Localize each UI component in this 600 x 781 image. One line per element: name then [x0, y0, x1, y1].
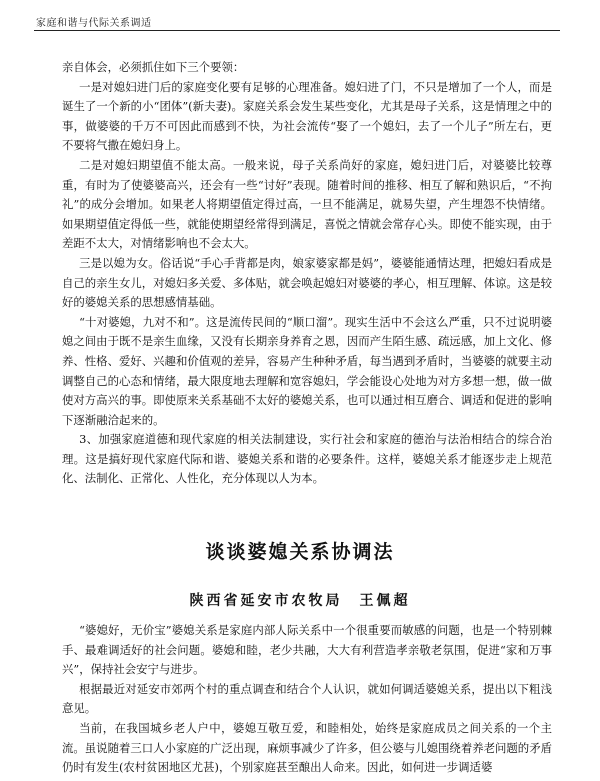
article-2-title: 谈谈婆媳关系协调法	[205, 541, 395, 563]
numbered-item-3: 3、加强家庭道德和现代家庭的相关法制建设，实行社会和家庭的德治与法治相结合的综合治理。这是搞好现代家庭代际和谐、婆媳关系和谐的必要条件。这样，婆媳关系才能逐步走上规范化、法制化、正常化、人性化，充分体现以人为本。	[62, 432, 552, 486]
article-1-body	[62, 58, 552, 489]
running-header: 家庭和谐与代际关系调适	[36, 18, 152, 29]
paragraph: 根据最近对延安市郊两个村的重点调查和结合个人认识，就如何调适婆媳关系，提出以下粗浅意见。	[62, 681, 552, 716]
article-2-byline: 陕西省延安市农牧局 王佩超	[189, 593, 411, 609]
paragraph: 二是对媳妇期望值不能太高。一般来说，母子关系尚好的家庭，媳妇进门后，对婆婆比较尊重，有时为了使婆婆高兴，还会有一些“讨好”表现。随着时间的推移、相互了解和熟识后，“不拘礼”的成分会增加。如果老人将期望值定得过高，一旦不能满足，就易失望，产生埋怨不快情绪。如果期望值定得低一些，就能使期望经常得到满足，喜悦之情就会常存心头。即使不能实现，由于差距不太大，对情绪影响也不会太大。	[62, 157, 552, 251]
paragraph: 一是对媳妇进门后的家庭变化要有足够的心理准备。媳妇进了门，不只是增加了一个人，而是诞生了一个新的小“团体”(新夫妻)。家庭关系会发生某些变化，尤其是母子关系，这是情理之中的事，做婆婆的千万不可因此而感到不快，为社会流传“娶了一个媳妇，去了一个儿子”所左右，更不要将气撒在媳妇身上。	[62, 79, 552, 153]
paragraph: 三是以媳为女。俗话说“手心手背都是肉，娘家婆家都是妈”，婆婆能通情达理，把媳妇看成是自己的亲生女儿，对媳妇多关爱、多体贴，就会唤起媳妇对婆婆的孝心，相互理解、体谅。这是较好的婆媳关系的思想感情基础。	[62, 255, 552, 310]
paragraph: 当前，在我国城乡老人户中，婆媳互敬互爱，和睦相处，始终是家庭成员之间关系的一个主流。虽说随着三口人小家庭的广泛出现，麻烦事减少了许多，但公婆与儿媳围绕着养老问题的矛盾仍时有发生(农村贫困地区尤甚)，个别家庭甚至酿出人命来。因此，如何进一步调适婆	[62, 720, 552, 775]
header-rule	[34, 30, 560, 31]
article-2-body	[62, 621, 552, 778]
paragraph: “十对婆媳，九对不和”。这是流传民间的“顺口溜”。现实生活中不会这么严重，只不过说明婆媳之间由于既不是亲生血缘，又没有长期亲身养育之恩，因而产生陌生感、疏远感，加上文化、修养、性格、爱好、兴趣和价值观的差异，容易产生种种矛盾，每当遇到矛盾时，当婆婆的就要主动调整自己的心态和情绪，最大限度地去理解和宽容媳妇，学会能设心处地为对方多想一想，做一做使对方高兴的事。即使原来关系基础不太好的婆媳关系，也可以通过相互磨合、调适和促进的影响下逐渐融洽起来的。	[62, 314, 552, 427]
paragraph: “婆媳好，无价宝”婆媳关系是家庭内部人际关系中一个很重要而敏感的问题，也是一个特别棘手、最难调适好的社会问题。婆媳和睦，老少共融，大大有利营造孝亲敬老氛围，促进“家和万事兴”，保持社会安宁与进步。	[62, 623, 552, 677]
paragraph: 亲自体会，必须抓住如下三个要领：	[62, 60, 245, 74]
